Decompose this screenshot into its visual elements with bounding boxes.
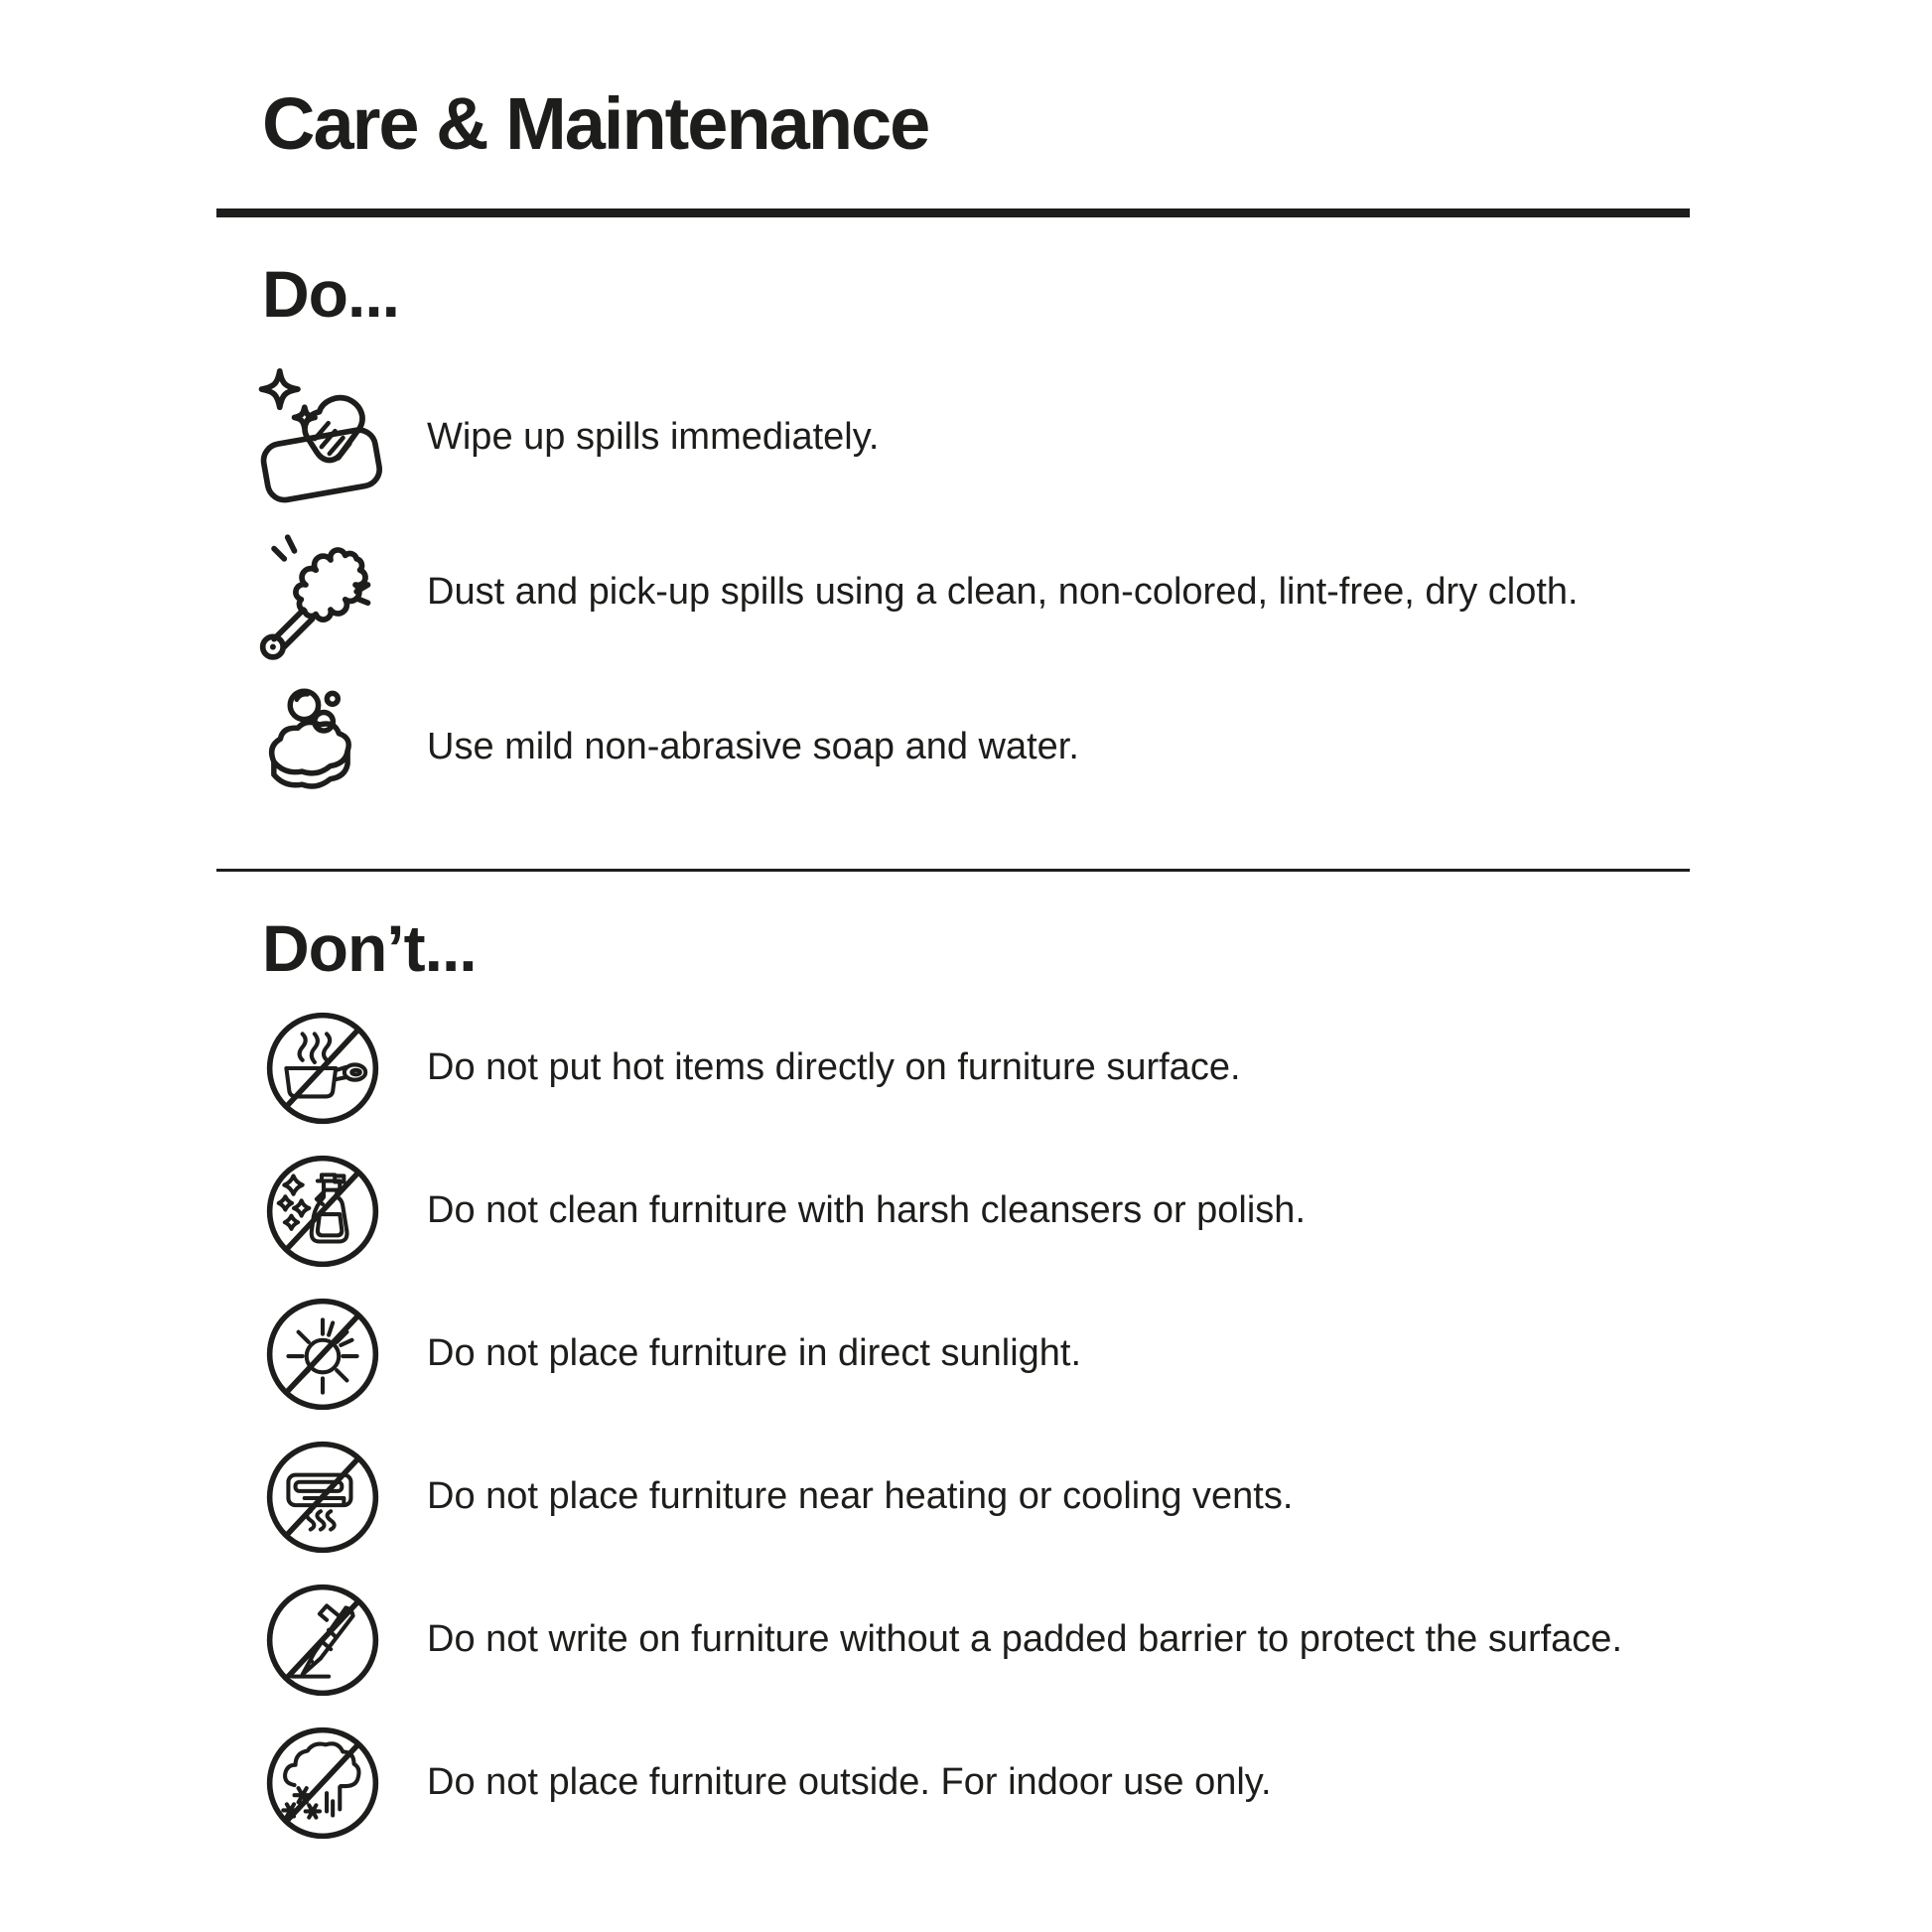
item-text: Do not clean furniture with harsh cleansers or polish. — [427, 1189, 1307, 1232]
list-item — [0, 997, 1932, 1140]
no-direct-sunlight-icon — [248, 1294, 397, 1415]
item-text: Wipe up spills immediately. — [427, 416, 880, 459]
dont-section-heading: Don’t... — [262, 911, 477, 985]
list-item — [0, 670, 1932, 825]
duster-icon — [248, 519, 397, 666]
no-writing-icon — [248, 1580, 397, 1701]
item-text: Do not place furniture outside. For indoor use only. — [427, 1761, 1272, 1804]
list-item — [0, 515, 1932, 670]
item-text: Do not put hot items directly on furniture surface. — [427, 1046, 1241, 1089]
list-item — [0, 1569, 1932, 1712]
no-harsh-cleansers-icon — [248, 1151, 397, 1272]
do-list — [0, 360, 1932, 825]
title-divider — [216, 208, 1690, 217]
list-item — [0, 1283, 1932, 1426]
item-text: Use mild non-abrasive soap and water. — [427, 726, 1079, 768]
no-hot-items-icon — [248, 1008, 397, 1129]
item-text: Do not place furniture near heating or cooling vents. — [427, 1475, 1294, 1518]
item-text: Dust and pick-up spills using a clean, non-colored, lint-free, dry cloth. — [427, 571, 1579, 614]
list-item — [0, 1712, 1932, 1855]
dont-list — [0, 997, 1932, 1855]
wipe-icon — [248, 364, 397, 511]
list-item — [0, 360, 1932, 515]
list-item — [0, 1140, 1932, 1283]
no-outside-icon — [248, 1723, 397, 1844]
item-text: Do not place furniture in direct sunlight. — [427, 1332, 1082, 1375]
no-heating-vents-icon — [248, 1437, 397, 1558]
do-section-heading: Do... — [262, 257, 399, 331]
page-title: Care & Maintenance — [262, 82, 929, 165]
soap-icon — [248, 677, 397, 818]
section-divider — [216, 869, 1690, 872]
item-text: Do not write on furniture without a padded barrier to protect the surface. — [427, 1618, 1622, 1661]
list-item — [0, 1426, 1932, 1569]
